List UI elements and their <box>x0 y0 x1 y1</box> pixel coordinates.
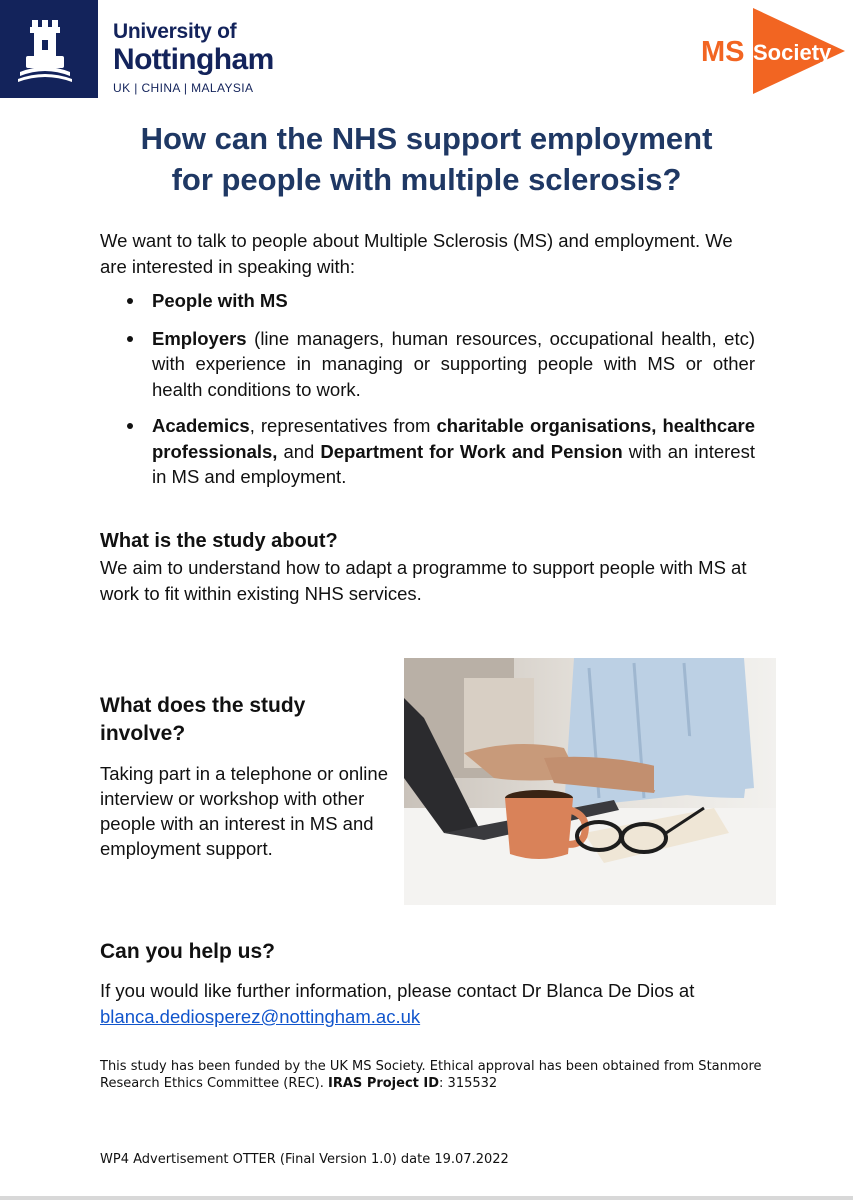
bullet1-bold: People with MS <box>152 290 288 311</box>
laptop-coffee-photo <box>404 658 776 905</box>
bullet2-text: (line managers, human resources, occupational health, etc) with experience in managing or supporting people with MS or other health conditions to work. <box>152 327 755 400</box>
involve-heading: What does the study involve? <box>100 694 306 745</box>
bullet3-text3: with an interest in MS and employment. <box>152 440 755 487</box>
iras-value: : 315532 <box>439 1076 498 1091</box>
funding-text: This study has been funded by the UK MS Society. Ethical approval has been obtained from Stanmore Research Ethics Committee (REC). <box>100 1059 762 1091</box>
list-item-people-with-ms <box>100 288 755 314</box>
uon-logo-line1: University of <box>113 20 237 43</box>
bullet2-bold: Employers <box>152 327 247 349</box>
bottom-divider <box>0 1196 853 1200</box>
ms-society-society-text: Society <box>753 40 832 65</box>
help-text: If you would like further information, please contact Dr Blanca De Dios at <box>100 980 695 1001</box>
uon-logo-line3: UK | CHINA | MALAYSIA <box>113 81 254 95</box>
uon-logo-line2: Nottingham <box>113 43 274 76</box>
about-body: We aim to understand how to adapt a programme to support people with MS at work to fit within existing NHS services. <box>100 557 747 604</box>
castle-crest-icon <box>0 0 98 98</box>
document-footer: WP4 Advertisement OTTER (Final Version 1.0) date 19.07.2022 <box>100 1152 509 1167</box>
list-item-employers <box>100 326 755 403</box>
ms-society-logo <box>695 6 847 96</box>
page-title <box>60 118 793 200</box>
bullet3-text1: , representatives from <box>249 415 437 436</box>
ms-society-ms-text: MS <box>701 36 745 68</box>
funding-note <box>100 1058 780 1092</box>
help-body <box>100 978 800 1030</box>
iras-label: IRAS Project ID <box>328 1076 440 1091</box>
uon-logo-text <box>113 20 274 97</box>
bullet3-bold2: charitable organisations, healthcare professionals, <box>152 415 755 462</box>
bullet3-text2: and <box>277 440 321 462</box>
about-heading: What is the study about? <box>100 530 338 552</box>
title-line2: for people with multiple sclerosis? <box>171 162 682 197</box>
uon-crest-block <box>0 0 98 98</box>
list-item-academics <box>100 413 755 490</box>
help-heading: Can you help us? <box>100 940 276 963</box>
bullet3-bold1: Academics <box>152 415 250 436</box>
title-line1: How can the NHS support employment <box>140 121 713 156</box>
participant-list <box>100 288 755 490</box>
involve-body: Taking part in a telephone or online interview or workshop with other people with an interest in MS and employment support. <box>100 763 388 859</box>
contact-email-link[interactable]: blanca.dediosperez@nottingham.ac.uk <box>100 1006 421 1027</box>
intro-paragraph: We want to talk to people about Multiple Sclerosis (MS) and employment. We are interested in speaking with: <box>100 230 733 277</box>
bullet3-bold3: Department for Work and Pension <box>320 440 623 462</box>
